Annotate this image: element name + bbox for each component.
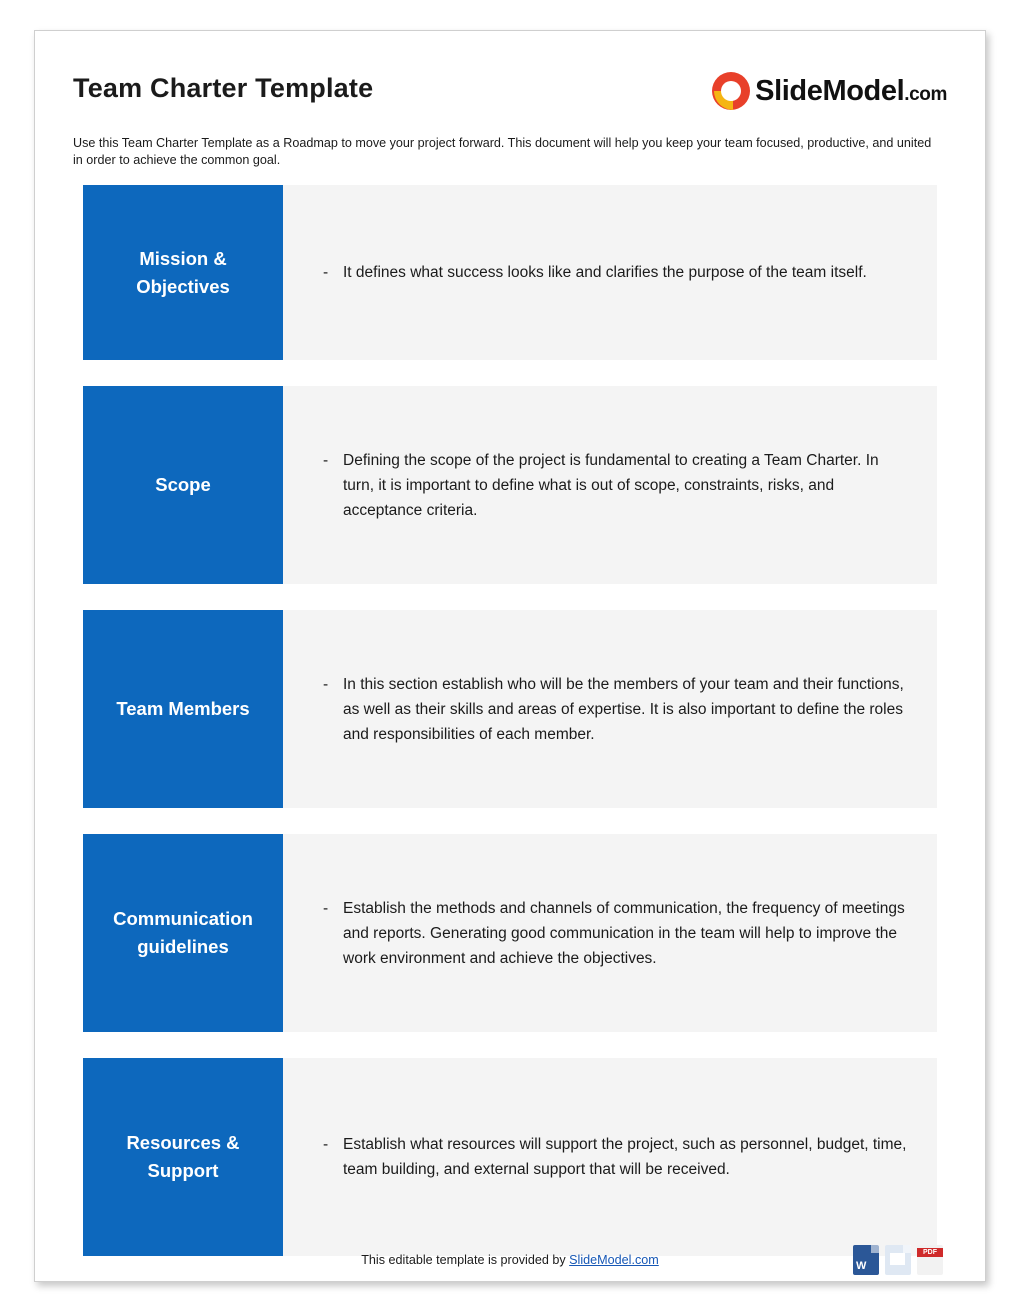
section-label-resources-support: Resources & Support: [83, 1058, 283, 1256]
bullet-marker: -: [323, 1136, 329, 1153]
logo-name: SlideModel: [755, 74, 905, 107]
google-slides-file-icon[interactable]: [885, 1245, 911, 1275]
section-body-team-members: [283, 610, 937, 808]
section-label-mission-objectives: Mission & Objectives: [83, 185, 283, 360]
charter-row: [83, 834, 937, 1032]
bullet-text: Defining the scope of the project is fundamental to creating a Team Charter. In turn, it is important to define what is out of scope, constraints, risks, and acceptance criteria.: [343, 451, 879, 519]
bullet-marker: -: [323, 451, 329, 469]
charter-row: [83, 386, 937, 584]
bullet-text: Establish what resources will support the project, such as personnel, budget, time, team building, and external support that will be received.: [343, 1136, 907, 1178]
document-header: [73, 57, 947, 131]
bullet-text: Establish the methods and channels of communication, the frequency of meetings and reports. Generating good communication in the team will help to improve the work environment and achieve the objectives.: [343, 899, 905, 967]
bullet-marker: -: [323, 675, 329, 693]
charter-row: [83, 610, 937, 808]
bullet-item: [323, 896, 909, 971]
section-label-scope: Scope: [83, 386, 283, 584]
bullet-item: [323, 260, 867, 285]
bullet-item: [323, 1132, 909, 1182]
pdf-file-icon-label: PDF: [917, 1248, 943, 1257]
section-body-scope: [283, 386, 937, 584]
bullet-marker: -: [323, 899, 329, 917]
page-title: Team Charter Template: [73, 73, 374, 103]
footer-link[interactable]: SlideModel.com: [569, 1253, 659, 1267]
section-body-communication-guidelines: [283, 834, 937, 1032]
section-label-communication-guidelines: Communication guidelines: [83, 834, 283, 1032]
logo-text: [755, 75, 947, 108]
logo-suffix: .com: [904, 83, 947, 105]
bullet-text: It defines what success looks like and clarifies the purpose of the team itself.: [343, 264, 867, 281]
file-format-icons: [853, 1245, 943, 1275]
word-file-icon-label: W: [856, 1260, 867, 1272]
bullet-item: [323, 448, 909, 523]
section-body-resources-support: [283, 1058, 937, 1256]
charter-row: [83, 185, 937, 360]
footer: [35, 1253, 985, 1267]
slidemodel-logo: [712, 71, 947, 111]
logo-mark-icon: [712, 72, 750, 110]
section-body-mission-objectives: [283, 185, 937, 360]
intro-paragraph: Use this Team Charter Template as a Roadmap to move your project forward. This document will help you keep your team focused, productive, and united in order to achieve the common goal.: [73, 136, 932, 167]
bullet-marker: -: [323, 264, 329, 281]
word-file-icon[interactable]: [853, 1245, 879, 1275]
charter-sections: [83, 185, 937, 1256]
footer-text: This editable template is provided by: [361, 1253, 570, 1267]
section-label-team-members: Team Members: [83, 610, 283, 808]
pdf-file-icon[interactable]: [917, 1245, 943, 1275]
charter-row: [83, 1058, 937, 1256]
bullet-text: In this section establish who will be the members of your team and their functions, as well as their skills and areas of expertise. It is also important to define the roles and responsibilities of each member.: [343, 675, 904, 743]
bullet-item: [323, 672, 909, 747]
document-page: [34, 30, 986, 1282]
